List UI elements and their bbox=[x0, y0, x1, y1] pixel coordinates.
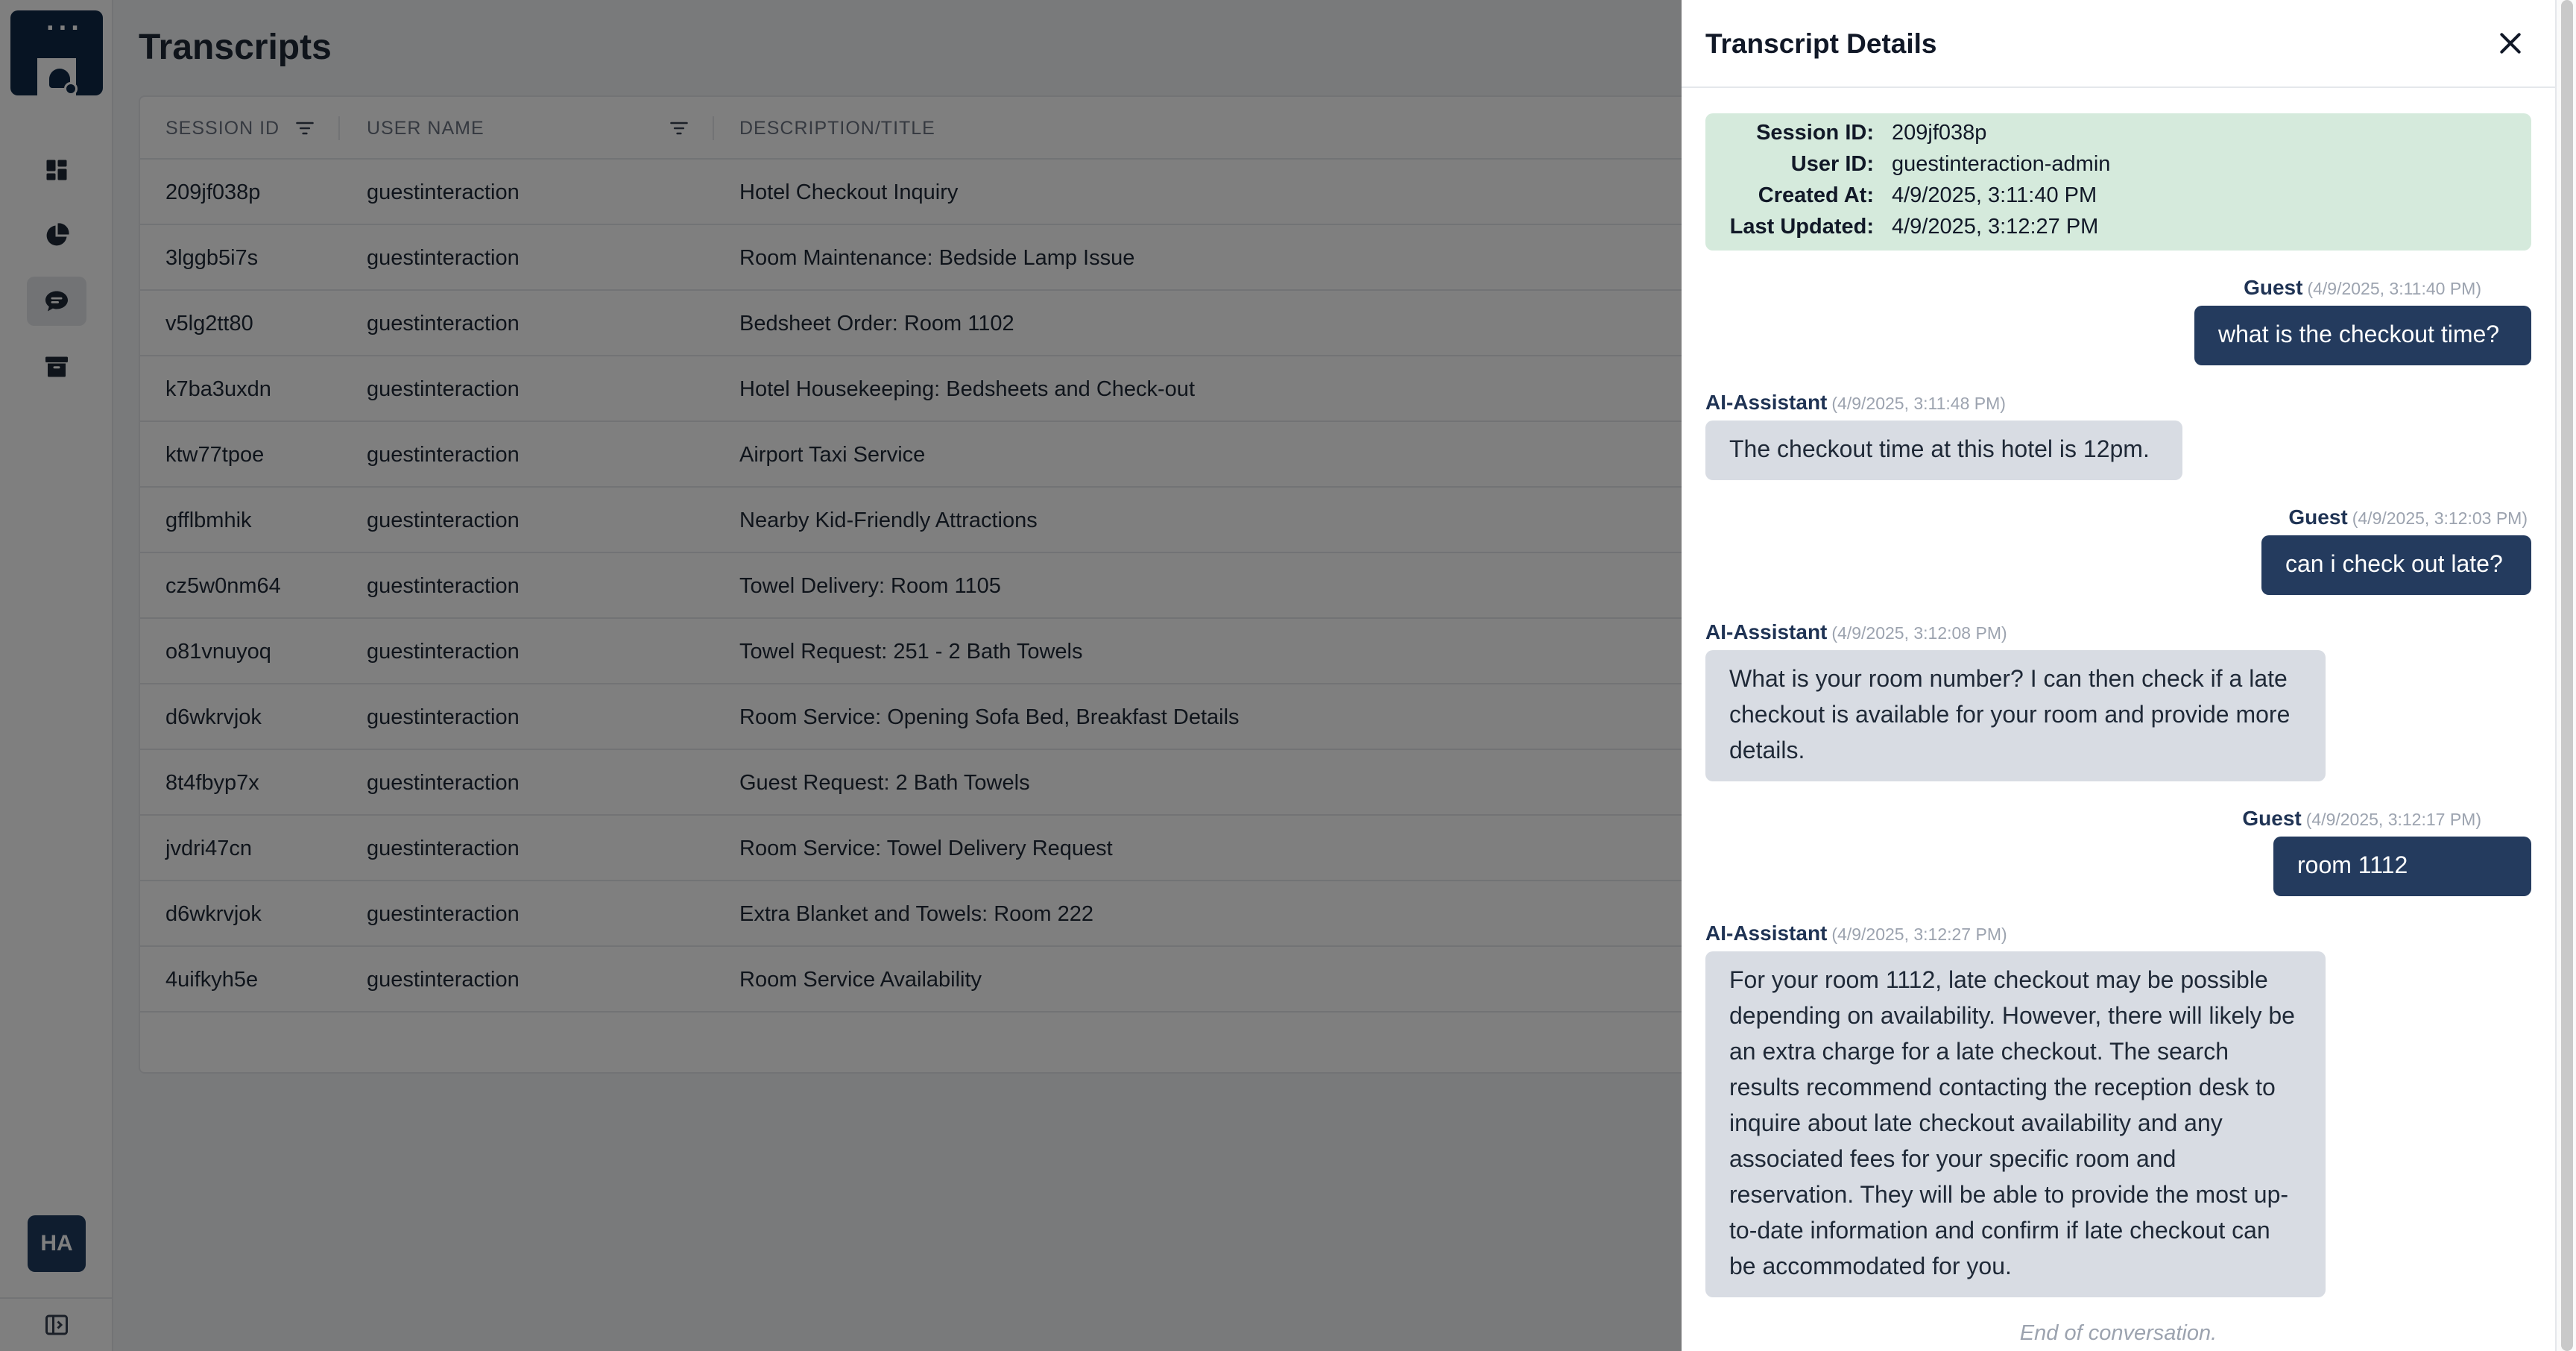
message-meta bbox=[2242, 807, 2481, 831]
message-time: (4/9/2025, 3:12:03 PM) bbox=[2352, 508, 2528, 528]
guest-message-bubble: room 1112 bbox=[2273, 837, 2531, 896]
message-meta bbox=[1705, 922, 2007, 945]
meta-user-id bbox=[1705, 152, 2531, 183]
message-role: Guest bbox=[2288, 506, 2348, 529]
message-role: Guest bbox=[2244, 276, 2303, 299]
message-time: (4/9/2025, 3:12:08 PM) bbox=[1831, 623, 2007, 643]
meta-created-at bbox=[1705, 183, 2531, 215]
scrollbar-thumb[interactable] bbox=[2561, 0, 2573, 1351]
transcript-metadata bbox=[1705, 113, 2531, 251]
message-time: (4/9/2025, 3:11:40 PM) bbox=[2307, 279, 2481, 298]
message-role: AI-Assistant bbox=[1705, 391, 1828, 414]
close-icon bbox=[2496, 28, 2525, 58]
meta-value: 4/9/2025, 3:12:27 PM bbox=[1892, 215, 2099, 239]
message-header bbox=[1705, 620, 2007, 644]
message-meta bbox=[2288, 506, 2528, 529]
meta-label: Created At: bbox=[1758, 183, 1874, 207]
meta-value: 209jf038p bbox=[1892, 121, 1987, 145]
meta-value: guestinteraction-admin bbox=[1892, 152, 2111, 176]
ai-message-bubble: The checkout time at this hotel is 12pm. bbox=[1705, 421, 2182, 480]
message-time: (4/9/2025, 3:12:27 PM) bbox=[1831, 925, 2007, 944]
ai-message-bubble: For your room 1112, late checkout may be possible depending on availability. However, there will likely be an extra charge for a late checkout. The search results recommend contacting the reception desk to inquire about late checkout availability and any associated fees for your specific room and reservation. They will be able to provide the most up-to-date information and confirm if late checkout can be accommodated for you. bbox=[1705, 951, 2326, 1297]
transcript-details-drawer bbox=[1682, 0, 2576, 1351]
guest-message-bubble: can i check out late? bbox=[2261, 535, 2531, 595]
meta-label: Session ID: bbox=[1756, 121, 1874, 145]
message-role: AI-Assistant bbox=[1705, 620, 1828, 643]
drawer-title: Transcript Details bbox=[1705, 28, 1937, 59]
close-button[interactable] bbox=[2490, 22, 2531, 64]
message-role: Guest bbox=[2242, 807, 2302, 830]
end-of-conversation: End of conversation. bbox=[2019, 1321, 2217, 1345]
message-role: AI-Assistant bbox=[1705, 922, 1828, 945]
meta-session-id bbox=[1705, 121, 2531, 152]
message-header bbox=[2288, 506, 2528, 529]
message-time: (4/9/2025, 3:12:17 PM) bbox=[2305, 810, 2481, 829]
message-header bbox=[1705, 391, 2006, 415]
message-header bbox=[2244, 276, 2481, 300]
message-time: (4/9/2025, 3:11:48 PM) bbox=[1831, 394, 2006, 413]
message-meta bbox=[1705, 620, 2007, 644]
meta-label: Last Updated: bbox=[1729, 215, 1874, 239]
message-header bbox=[1705, 922, 2007, 945]
scrollbar[interactable] bbox=[2555, 0, 2576, 1351]
message-header bbox=[2242, 807, 2481, 831]
guest-message-bubble: what is the checkout time? bbox=[2194, 306, 2531, 365]
message-meta bbox=[2244, 276, 2481, 300]
message-meta bbox=[1705, 391, 2006, 415]
meta-value: 4/9/2025, 3:11:40 PM bbox=[1892, 183, 2097, 207]
meta-last-updated bbox=[1705, 215, 2531, 246]
meta-label: User ID: bbox=[1790, 152, 1874, 176]
ai-message-bubble: What is your room number? I can then check if a late checkout is available for your room and provide more details. bbox=[1705, 650, 2326, 781]
drawer-header bbox=[1682, 0, 2555, 88]
